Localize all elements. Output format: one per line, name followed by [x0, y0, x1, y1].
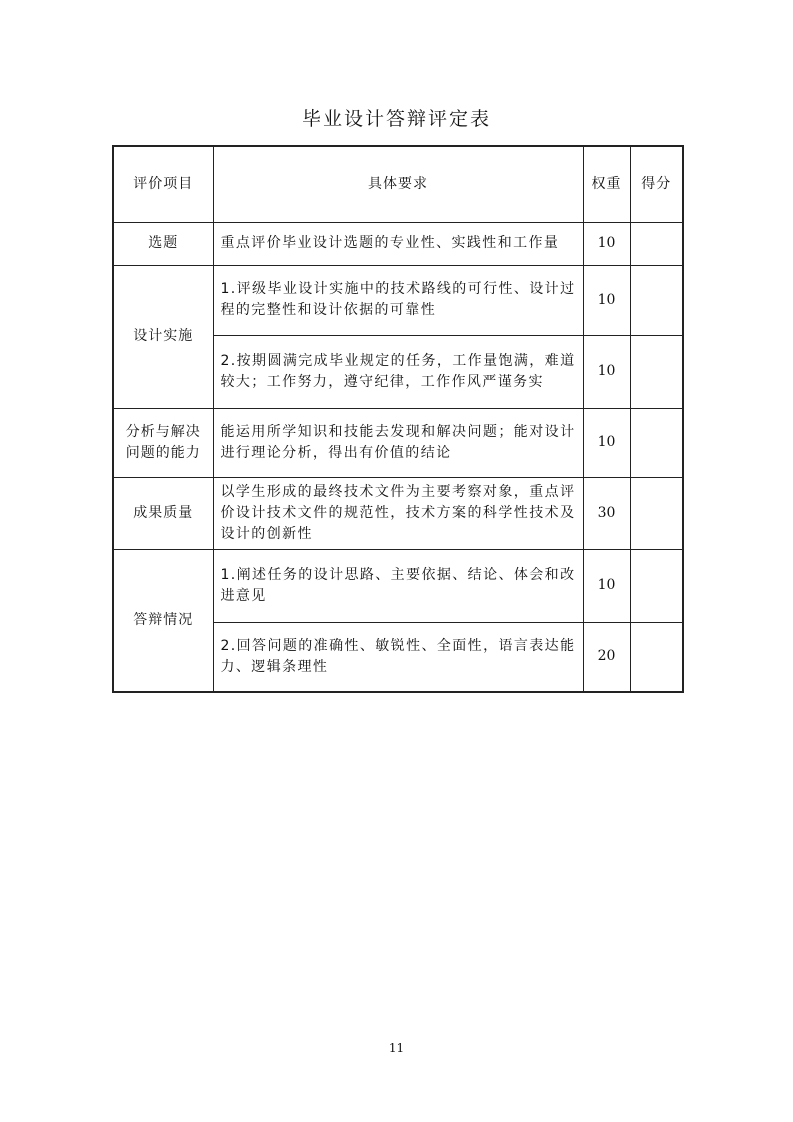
weight-defense-2: 20: [583, 622, 630, 692]
table-row: [113, 549, 683, 622]
weight-implementation-2: 10: [583, 335, 630, 408]
item-analysis: 分析与解决问题的能力: [113, 408, 213, 477]
page-title: 毕业设计答辩评定表: [301, 108, 491, 130]
requirement-topic: 重点评价毕业设计选题的专业性、实践性和工作量: [213, 222, 583, 265]
item-implementation: 设计实施: [113, 265, 213, 408]
requirement-implementation-1: 1.评级毕业设计实施中的技术路线的可行性、设计过程的完整性和设计依据的可靠性: [213, 265, 583, 335]
requirement-analysis: 能运用所学知识和技能去发现和解决问题；能对设计进行理论分析，得出有价值的结论: [213, 408, 583, 477]
header-weight: 权重: [583, 146, 630, 222]
weight-implementation-1: 10: [583, 265, 630, 335]
score-cell-quality[interactable]: [630, 477, 683, 549]
score-cell-defense-1[interactable]: [630, 549, 683, 622]
weight-defense-1: 10: [583, 549, 630, 622]
header-row: [113, 146, 683, 222]
table-row: [113, 477, 683, 549]
requirement-quality: 以学生形成的最终技术文件为主要考察对象，重点评价设计技术文件的规范性，技术方案的科学性技术及设计的创新性: [213, 477, 583, 549]
weight-quality: 30: [583, 477, 630, 549]
score-cell-defense-2[interactable]: [630, 622, 683, 692]
table-row: [113, 222, 683, 265]
requirement-implementation-2: 2.按期圆满完成毕业规定的任务，工作量饱满，难道较大；工作努力，遵守纪律，工作作风严谨务实: [213, 335, 583, 408]
weight-analysis: 10: [583, 408, 630, 477]
header-requirement: 具体要求: [213, 146, 583, 222]
requirement-defense-1: 1.阐述任务的设计思路、主要依据、结论、体会和改进意见: [213, 549, 583, 622]
score-cell-analysis[interactable]: [630, 408, 683, 477]
requirement-defense-2: 2.回答问题的准确性、敏锐性、全面性，语言表达能力、逻辑条理性: [213, 622, 583, 692]
item-topic: 选题: [113, 222, 213, 265]
header-score: 得分: [630, 146, 683, 222]
header-item: 评价项目: [113, 146, 213, 222]
item-defense: 答辩情况: [113, 549, 213, 692]
score-cell-topic[interactable]: [630, 222, 683, 265]
weight-topic: 10: [583, 222, 630, 265]
evaluation-table: [112, 145, 684, 693]
page-number: 11: [388, 1041, 405, 1055]
score-cell-implementation-1[interactable]: [630, 265, 683, 335]
table-row: [113, 408, 683, 477]
table-row: [113, 265, 683, 335]
score-cell-implementation-2[interactable]: [630, 335, 683, 408]
item-quality: 成果质量: [113, 477, 213, 549]
